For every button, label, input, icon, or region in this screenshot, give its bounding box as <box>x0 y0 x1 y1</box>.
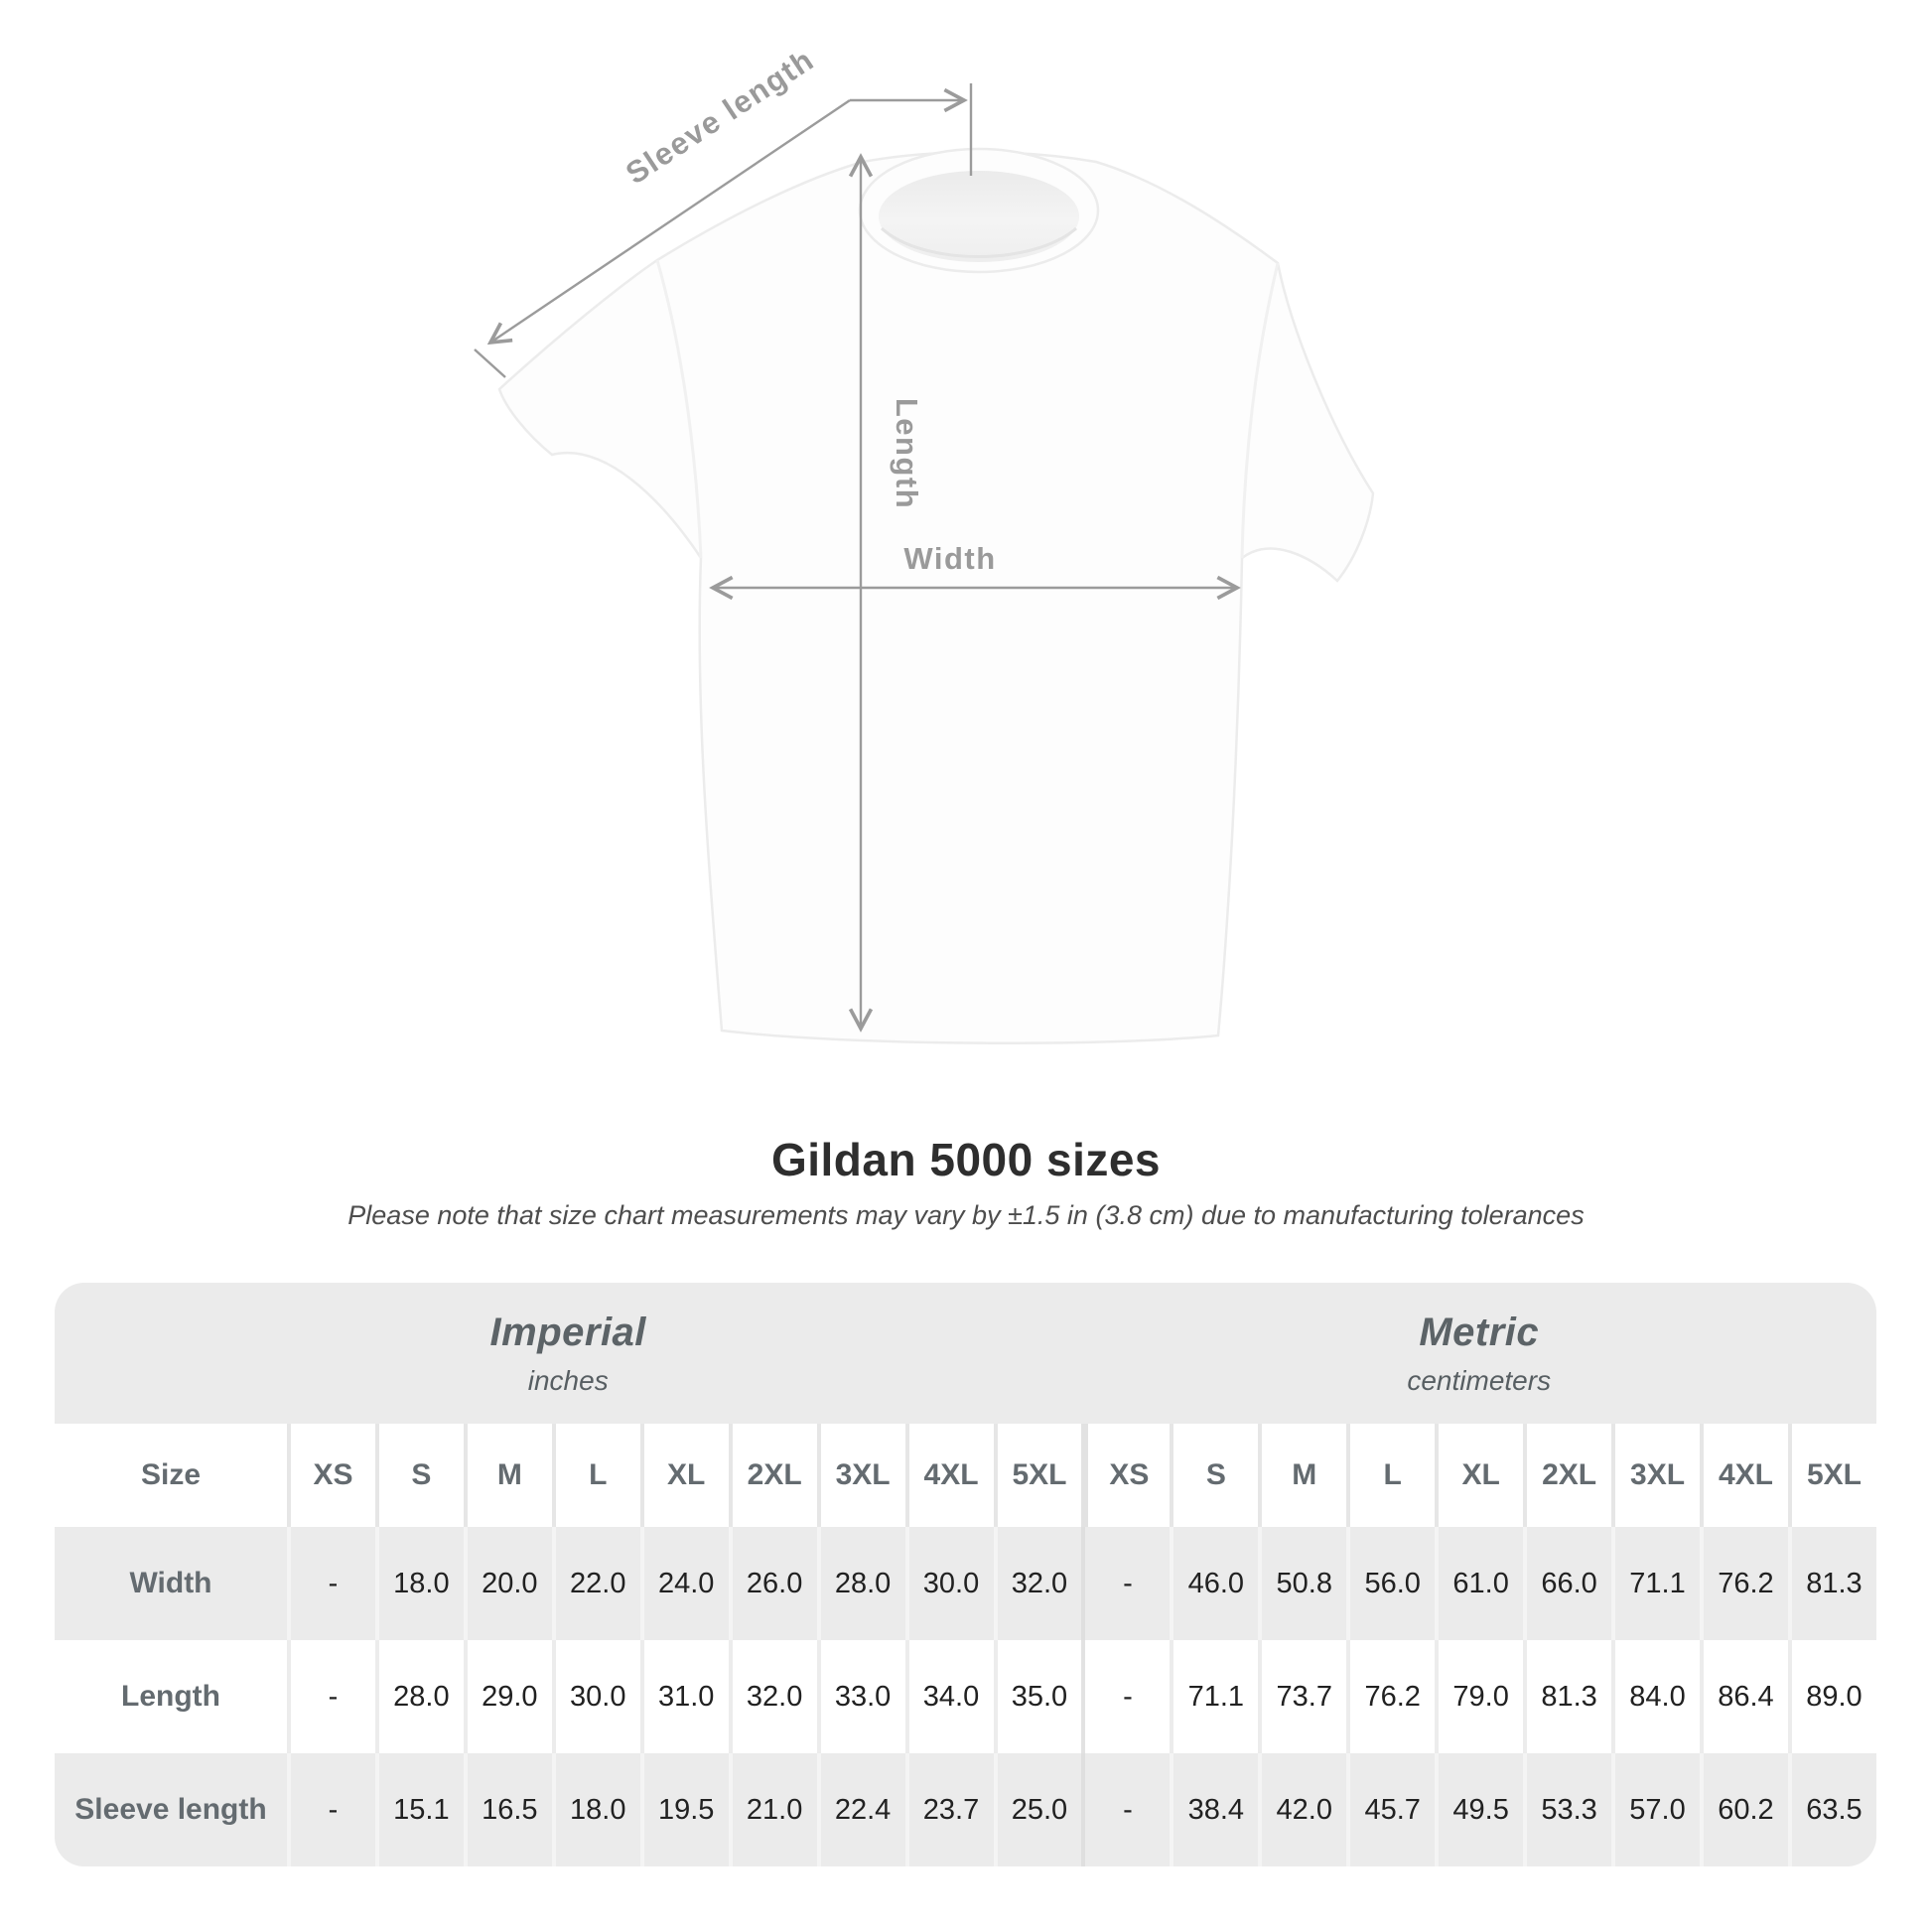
column-header: L <box>1346 1424 1435 1527</box>
table-cell: 31.0 <box>640 1640 729 1753</box>
imperial-title: Imperial <box>489 1310 646 1354</box>
table-cell: - <box>287 1527 375 1640</box>
table-cell: 56.0 <box>1346 1527 1435 1640</box>
column-header: 3XL <box>817 1424 905 1527</box>
table-cell: 24.0 <box>640 1527 729 1640</box>
table-cell: 76.2 <box>1700 1527 1788 1640</box>
size-header-cell: Size <box>55 1424 287 1527</box>
table-cell: 42.0 <box>1258 1753 1346 1866</box>
table-cell: - <box>1081 1640 1170 1753</box>
table-cell: 45.7 <box>1346 1753 1435 1866</box>
table-cell: 30.0 <box>905 1527 994 1640</box>
page-title: Gildan 5000 sizes <box>770 1134 1162 1185</box>
table-cell: 32.0 <box>729 1640 817 1753</box>
column-header: 4XL <box>1700 1424 1788 1527</box>
table-cell: 71.1 <box>1170 1640 1258 1753</box>
table-cell: - <box>287 1640 375 1753</box>
column-header: L <box>552 1424 640 1527</box>
table-cell: 15.1 <box>375 1753 464 1866</box>
table-cell: 84.0 <box>1611 1640 1700 1753</box>
table-cell: 79.0 <box>1435 1640 1523 1753</box>
length-label: Length <box>890 397 924 510</box>
table-cell: 22.0 <box>552 1527 640 1640</box>
table-cell: 66.0 <box>1523 1527 1611 1640</box>
column-header: 3XL <box>1611 1424 1700 1527</box>
table-cell: 89.0 <box>1788 1640 1876 1753</box>
column-header: M <box>1258 1424 1346 1527</box>
table-cell: 61.0 <box>1435 1527 1523 1640</box>
size-header-row <box>55 1424 1876 1527</box>
table-cell: 50.8 <box>1258 1527 1346 1640</box>
table-cell: 19.5 <box>640 1753 729 1866</box>
column-header: XS <box>1081 1424 1170 1527</box>
column-header: XL <box>1435 1424 1523 1527</box>
table-cell: 46.0 <box>1170 1527 1258 1640</box>
sleeve-corner-tick <box>475 349 505 377</box>
tshirt-silhouette <box>499 149 1373 1043</box>
row-label: Width <box>55 1527 287 1640</box>
sleeve-length-label: Sleeve length <box>620 42 821 192</box>
table-cell: - <box>1081 1753 1170 1866</box>
table-cell: 34.0 <box>905 1640 994 1753</box>
column-header: XS <box>287 1424 375 1527</box>
column-header: 5XL <box>994 1424 1082 1527</box>
table-cell: 30.0 <box>552 1640 640 1753</box>
table-cell: 86.4 <box>1700 1640 1788 1753</box>
table-cell: 22.4 <box>817 1753 905 1866</box>
table-cell: 18.0 <box>375 1527 464 1640</box>
table-cell: 25.0 <box>994 1753 1082 1866</box>
table-cell: 16.5 <box>464 1753 552 1866</box>
table-cell: 32.0 <box>994 1527 1082 1640</box>
imperial-subtitle: inches <box>527 1364 609 1396</box>
table-cell: 38.4 <box>1170 1753 1258 1866</box>
table-row-length <box>55 1640 1876 1753</box>
table-cell: 33.0 <box>817 1640 905 1753</box>
table-cell: 26.0 <box>729 1527 817 1640</box>
unit-group-row <box>55 1283 1876 1424</box>
column-header: 4XL <box>905 1424 994 1527</box>
table-cell: 21.0 <box>729 1753 817 1866</box>
table-cell: 60.2 <box>1700 1753 1788 1866</box>
table-cell: 28.0 <box>817 1527 905 1640</box>
column-header: S <box>375 1424 464 1527</box>
column-header: M <box>464 1424 552 1527</box>
imperial-group-header <box>55 1283 1081 1424</box>
table-cell: 29.0 <box>464 1640 552 1753</box>
table-row-sleeve-length <box>55 1753 1876 1866</box>
table-row-width <box>55 1527 1876 1640</box>
table-cell: 18.0 <box>552 1753 640 1866</box>
table-cell: 49.5 <box>1435 1753 1523 1866</box>
table-cell: 63.5 <box>1788 1753 1876 1866</box>
column-header: 2XL <box>1523 1424 1611 1527</box>
column-header: XL <box>640 1424 729 1527</box>
column-header: 5XL <box>1788 1424 1876 1527</box>
size-table <box>55 1283 1876 1866</box>
table-cell: 20.0 <box>464 1527 552 1640</box>
row-label: Sleeve length <box>55 1753 287 1866</box>
metric-subtitle: centimeters <box>1407 1364 1552 1396</box>
table-cell: 28.0 <box>375 1640 464 1753</box>
table-cell: 81.3 <box>1788 1527 1876 1640</box>
column-header: 2XL <box>729 1424 817 1527</box>
width-label: Width <box>903 541 997 576</box>
table-cell: 76.2 <box>1346 1640 1435 1753</box>
metric-title: Metric <box>1419 1310 1540 1354</box>
table-cell: 57.0 <box>1611 1753 1700 1866</box>
tolerance-note: Please note that size chart measurements may vary by ±1.5 in (3.8 cm) due to manufacturing tolerances <box>347 1200 1585 1230</box>
table-cell: - <box>287 1753 375 1866</box>
metric-group-header <box>1081 1283 1876 1424</box>
table-cell: 23.7 <box>905 1753 994 1866</box>
table-cell: 81.3 <box>1523 1640 1611 1753</box>
table-cell: 35.0 <box>994 1640 1082 1753</box>
table-cell: - <box>1081 1527 1170 1640</box>
table-cell: 73.7 <box>1258 1640 1346 1753</box>
column-header: S <box>1170 1424 1258 1527</box>
table-cell: 71.1 <box>1611 1527 1700 1640</box>
size-table-container <box>55 1283 1876 1866</box>
row-label: Length <box>55 1640 287 1753</box>
table-cell: 53.3 <box>1523 1753 1611 1866</box>
